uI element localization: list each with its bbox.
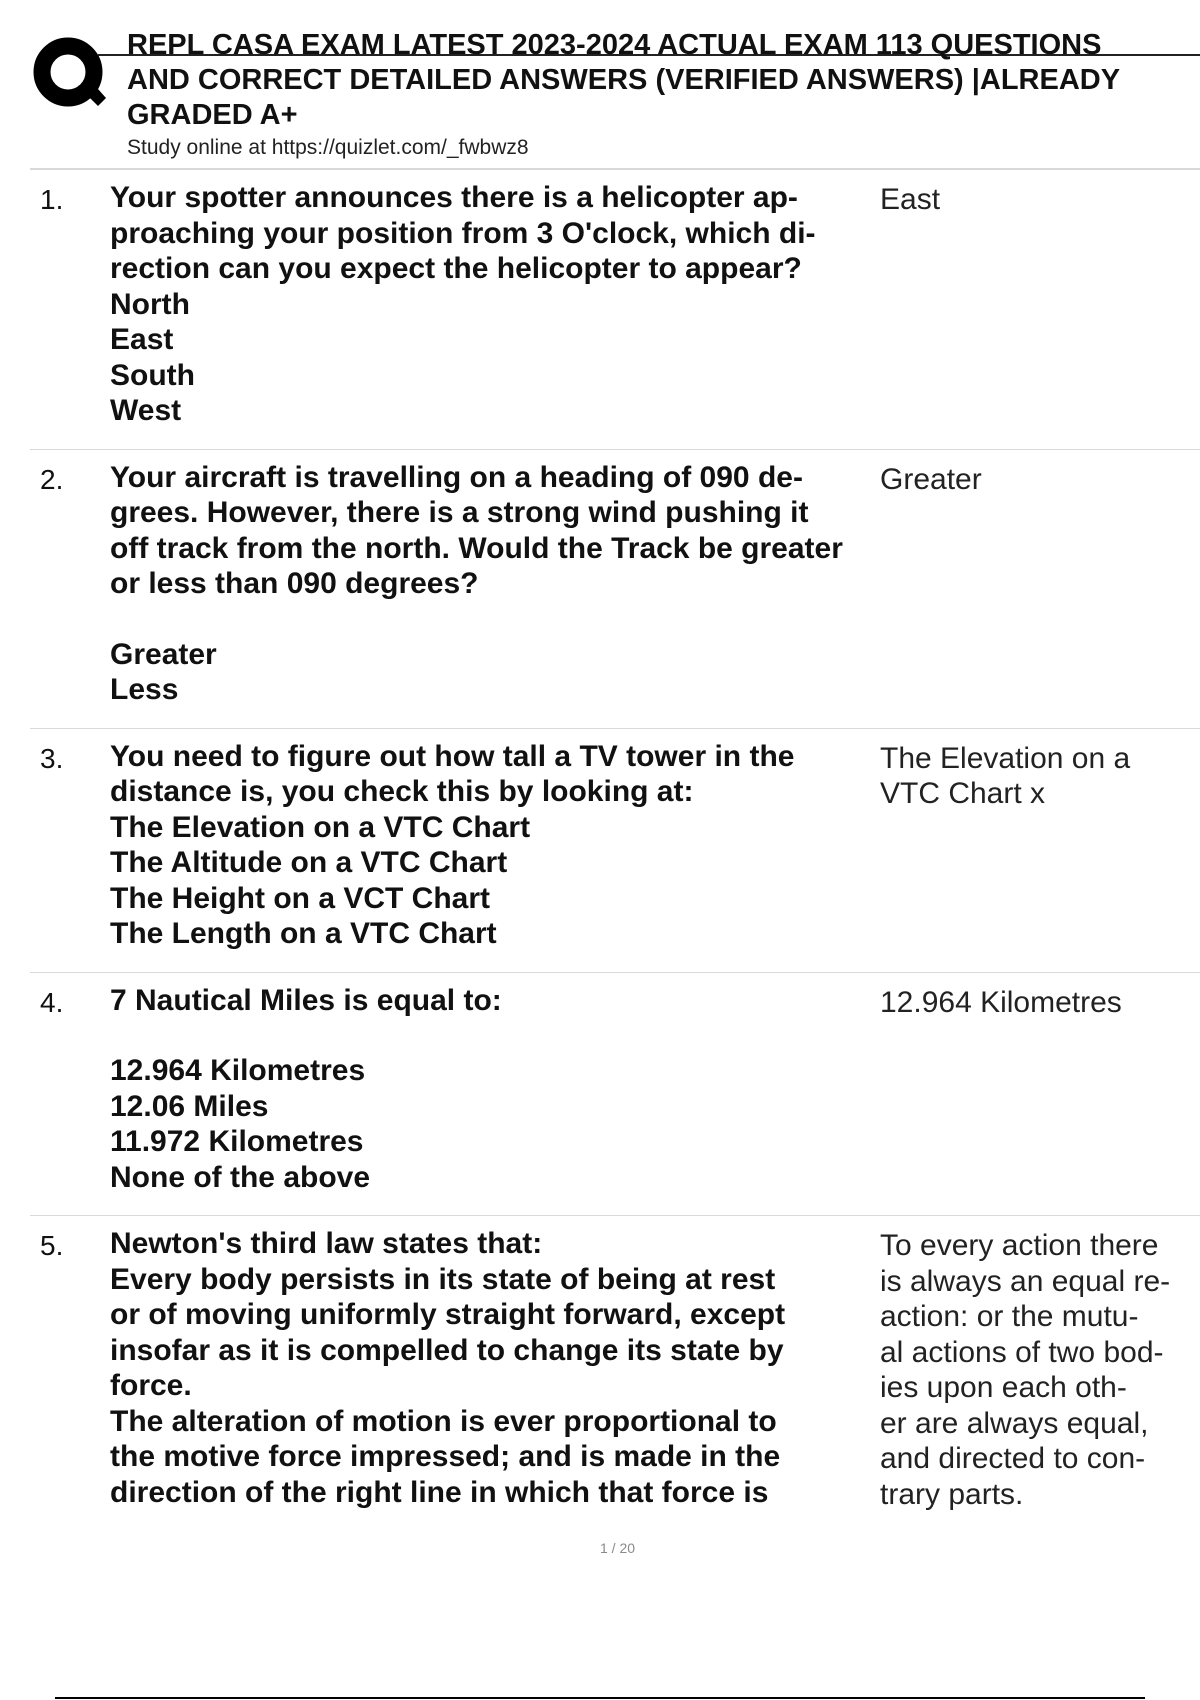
question-body <box>110 983 905 1196</box>
answer-option: South <box>110 358 195 392</box>
question-row <box>30 973 1200 1217</box>
answer-option: Less <box>110 673 179 706</box>
answer-option: The Altitude on a VTC Chart <box>110 846 508 879</box>
title-line: AND CORRECT DETAILED ANSWERS (VERIFIED ANSWERS) |ALREADY <box>127 64 1121 96</box>
page-number: 1 / 20 <box>599 1540 636 1556</box>
question-row <box>30 1216 1200 1530</box>
document-title <box>127 28 1200 133</box>
question-text: 7 Nautical Miles is equal to: <box>110 983 502 1017</box>
question-list <box>30 170 1200 1530</box>
question-number: 5. <box>40 1230 64 1261</box>
question-number: 4. <box>40 986 64 1018</box>
answer-option: East <box>110 323 174 356</box>
question-text: Your spotter announces there is a helicopter ap- proaching your position from 3 O'clock, which di- rection can you expect the helicopter to appear? <box>110 181 816 285</box>
question-number: 3. <box>40 742 64 774</box>
document-header <box>30 28 1200 164</box>
correct-answer: Greater <box>880 462 982 496</box>
answer-option: Greater <box>110 637 217 671</box>
study-online-link[interactable]: Study online at https://quizlet.com/_fwbwz8 <box>127 136 529 159</box>
quizlet-logo-icon <box>32 36 106 110</box>
question-body <box>110 180 905 429</box>
title-line: GRADED A+ <box>127 99 298 131</box>
page-bottom-rule <box>55 1697 1145 1699</box>
question-row <box>30 450 1200 729</box>
answer-option: The Height on a VCT Chart <box>110 881 491 915</box>
question-body <box>110 1226 905 1510</box>
spacer <box>110 1018 905 1053</box>
question-row <box>30 170 1200 450</box>
question-number: 2. <box>40 463 64 495</box>
answer-option: West <box>110 394 182 427</box>
correct-answer: 12.964 Kilometres <box>880 985 1122 1019</box>
question-body <box>110 460 905 708</box>
question-text: You need to figure out how tall a TV tower in the distance is, you check this by looking at: <box>110 739 795 808</box>
answer-option: 12.06 Miles <box>110 1089 269 1123</box>
correct-answer: The Elevation on a VTC Chart x <box>880 741 1131 810</box>
spacer <box>110 602 905 637</box>
question-number: 1. <box>40 184 64 215</box>
question-text: Your aircraft is travelling on a heading of 090 de- grees. However, there is a strong wind pushing it off track from the north. Would the Track be greater or less than 090 degrees? <box>110 460 843 600</box>
answer-option: 12.964 Kilometres <box>110 1054 366 1087</box>
correct-answer: To every action there is always an equal re- action: or the mutu- al actions of two bod- ies upon each oth- er are always equal, and directed to con- trary parts. <box>880 1229 1171 1511</box>
answer-option: The Length on a VTC Chart <box>110 917 497 950</box>
answer-option: The Elevation on a VTC Chart <box>110 810 531 844</box>
title-line: REPL CASA EXAM LATEST 2023-2024 ACTUAL EXAM 113 QUESTIONS <box>127 29 1102 61</box>
question-text: Newton's third law states that: Every body persists in its state of being at rest or of moving uniformly straight forward, except insofar as it is compelled to change its state by force. The alteration of motion is ever proportional to the motive force impressed; and is made in the direction of the right line in which that force is <box>110 1227 786 1509</box>
answer-option: North <box>110 287 190 321</box>
question-row <box>30 729 1200 973</box>
correct-answer: East <box>880 183 941 216</box>
answer-option: 11.972 Kilometres <box>110 1125 364 1158</box>
answer-option: None of the above <box>110 1160 371 1194</box>
question-body <box>110 739 905 952</box>
